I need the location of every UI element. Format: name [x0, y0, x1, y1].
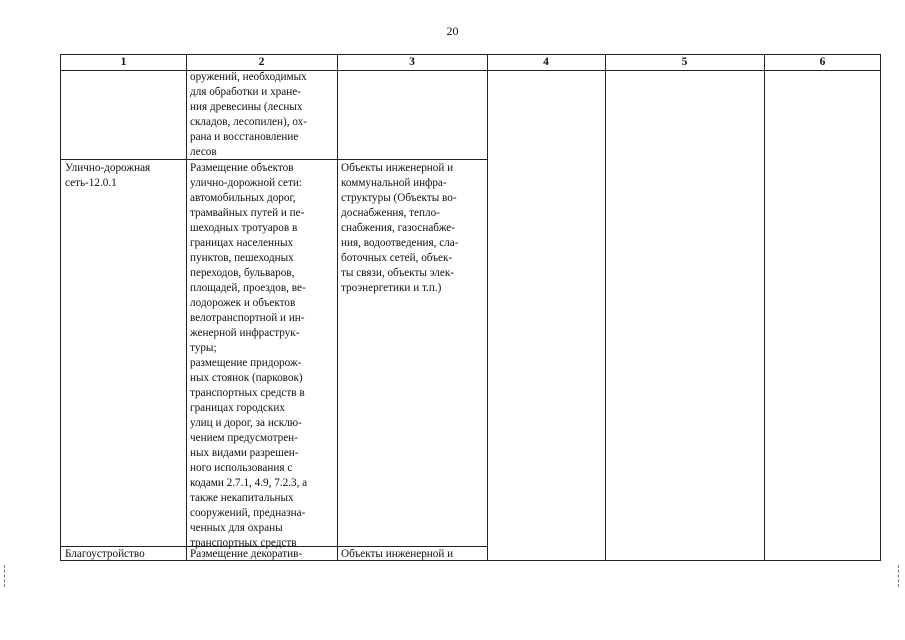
header-cell-3: 3	[409, 56, 415, 68]
row3-cell-1: Благоустройство	[65, 548, 145, 560]
column-divider	[487, 55, 488, 560]
header-cell-5: 5	[681, 56, 688, 68]
scan-edge-mark	[4, 565, 6, 587]
header-cell-2: 2	[258, 56, 265, 68]
table-header-row	[61, 55, 880, 71]
scan-edge-mark	[898, 565, 900, 587]
column-divider	[605, 55, 606, 560]
column-divider	[337, 55, 338, 560]
page-number: 20	[446, 24, 459, 38]
land-use-table	[60, 54, 881, 561]
column-divider	[764, 55, 765, 560]
row2-cell-3: Объекты инженерной и коммунальной инфра- структуры (Объекты во- доснабжения, тепло- снабжения, газоснабже- ния, водоотведения, сла- боточных сетей, объек- ты связи, объекты элек- троэнергетики и т.п.)	[341, 162, 459, 294]
row2-cell-1: Улично-дорожная сеть-12.0.1	[65, 162, 151, 189]
row2-cell-2: Размещение объектов улично-дорожной сети: автомобильных дорог, трамвайных путей и пе- шеходных тротуаров в границах населенных пунктов, пешеходных переходов, бульваров, площадей, проездов, ве- лодорожек и объектов велотранспортной и ин- женерной инфраструк- туры; размещение придорож- ных стоянок (парковок) транспортных средств в границах городских улиц и дорог, за исклю- чением предусмотрен- ных видами разрешен- ного использования с кодами 2.7.1, 4.9, 7.2.3, а также некапитальных сооружений, предназна- ченных для охраны транспортных средств	[190, 162, 308, 549]
header-cell-4: 4	[543, 56, 549, 68]
row3-cell-3: Объекты инженерной и	[341, 548, 454, 560]
row1-cell-2: оружений, необходимых для обработки и хране- ния древесины (лесных складов, лесопилен), ох- рана и восстановление лесов	[190, 71, 307, 158]
header-cell-1: 1	[120, 56, 127, 68]
row3-cell-2: Размещение декоратив-	[190, 548, 303, 560]
header-cell-6: 6	[819, 56, 826, 68]
